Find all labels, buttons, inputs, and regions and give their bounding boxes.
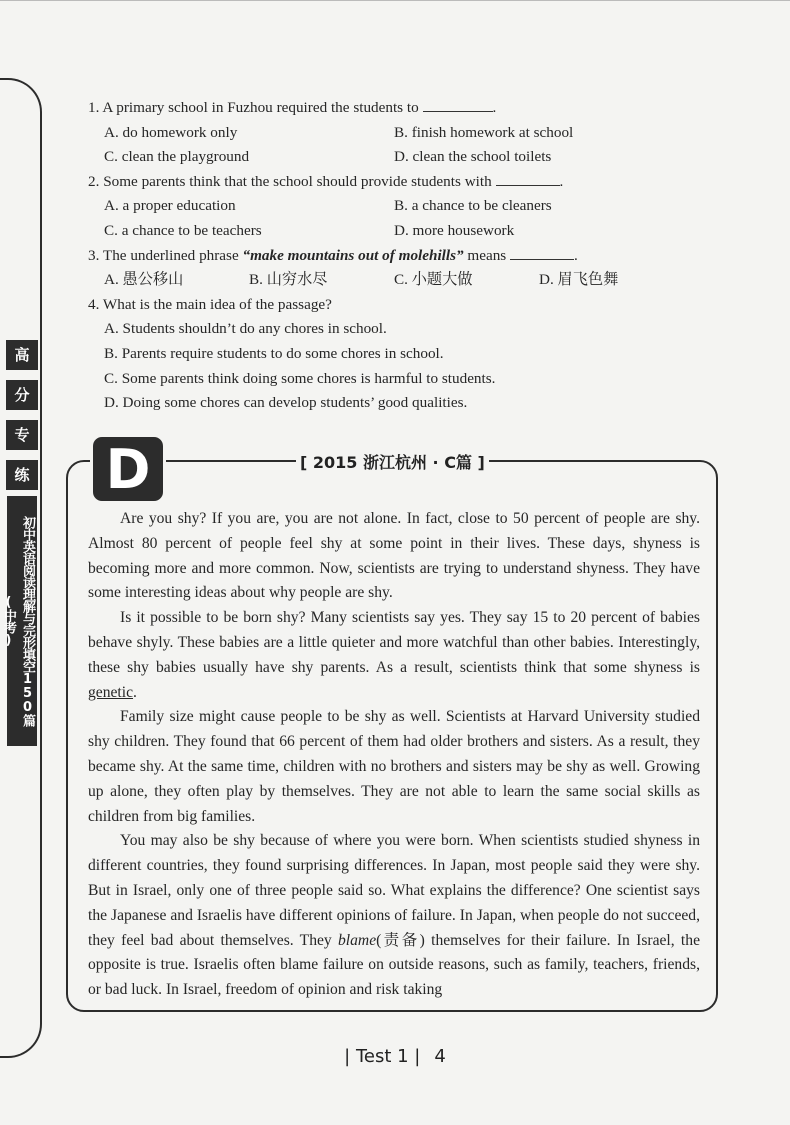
paragraph-3: Family size might cause people to be shy as well. Scientists at Harvard University studied shy children. They found that 66 percent of them had older brothers and sisters. As a result, they became shy. At the same time, children with no brothers and sisters may be shy as well. Growing up alone, they often play by themselves. They are not able to learn the same social skills as children from big families. — [88, 708, 700, 825]
page-edge — [0, 0, 790, 1]
question-stem: 3. The underlined phrase “make mountains out of molehills” means . — [88, 244, 728, 269]
question-list — [88, 96, 728, 416]
option-d: D. 眉飞色舞 — [539, 271, 619, 289]
underlined-word: genetic — [88, 683, 134, 701]
answer-blank — [510, 244, 574, 260]
answer-blank — [496, 170, 560, 186]
paragraph-2: Is it possible to be born shy? Many scientists say yes. They say 15 to 20 percent of babies behave shyly. These babies are a little quieter and more watchful than other babies. Interestingly, these shy babies usually have shy parents. As a result, scientists think that some shyness is genetic. — [88, 609, 700, 701]
spine-tab-zhuan: 专 — [6, 420, 38, 450]
test-label: | Test 1 | — [344, 1046, 421, 1067]
paragraph-1: Are you shy? If you are, you are not alone. In fact, close to 50 percent of people are shy. Almost 80 percent of people feel shy at some point in their lives. These days, shyness is becoming more and more common. Now, scientists are trying to understand shyness. They have some interesting ideas about why people are shy. — [88, 510, 700, 602]
highlighted-phrase: “make mountains out of molehills” — [242, 246, 464, 264]
option-a: A. Students shouldn’t do any chores in school. — [104, 320, 387, 338]
option-c: C. clean the playground — [104, 148, 250, 166]
option-c: C. Some parents think doing some chores is harmful to students. — [104, 369, 496, 387]
option-b: B. finish homework at school — [394, 123, 574, 141]
spine-book-title: 初中英语阅读理解与完形填空150篇(中考) — [7, 496, 37, 746]
question-stem: 1. A primary school in Fuzhou required the students to . — [88, 96, 728, 121]
page-number: 4 — [434, 1046, 446, 1067]
page-footer — [0, 1046, 790, 1067]
question-1 — [88, 96, 728, 170]
option-d: D. clean the school toilets — [394, 148, 552, 166]
spine-tab-gao: 高 — [6, 340, 38, 370]
gloss: (责备) — [376, 931, 425, 949]
option-d: D. more housework — [394, 221, 515, 239]
option-b: B. a chance to be cleaners — [394, 197, 552, 215]
question-stem: 4. What is the main idea of the passage? — [88, 295, 332, 313]
option-b: B. Parents require students to do some chores in school. — [104, 344, 444, 362]
spine-tab-lian: 练 — [6, 460, 38, 490]
section-letter-badge: D — [90, 434, 166, 504]
option-a: A. a proper education — [104, 197, 236, 215]
question-3 — [88, 244, 728, 293]
answer-blank — [423, 96, 493, 112]
option-c: C. a chance to be teachers — [104, 221, 262, 239]
spine-tab-fen: 分 — [6, 380, 38, 410]
option-a: A. 愚公移山 — [104, 271, 184, 289]
option-b: B. 山穷水尽 — [249, 271, 328, 289]
question-2 — [88, 170, 728, 244]
italic-word: blame — [338, 931, 377, 949]
question-4 — [88, 293, 728, 416]
option-c: C. 小题大做 — [394, 271, 473, 289]
source-label: [ 2015 浙江杭州 · C篇 ] — [296, 450, 489, 473]
option-d: D. Doing some chores can develop students’ good qualities. — [104, 394, 468, 412]
question-stem: 2. Some parents think that the school should provide students with . — [88, 170, 728, 195]
reading-passage — [88, 507, 700, 1003]
option-a: A. do homework only — [104, 123, 238, 141]
paragraph-4: You may also be shy because of where you were born. When scientists studied shyness in different countries, they found surprising differences. In Japan, most people said they were shy. But in Israel, only one of three people said so. What explains the difference? One scientist says the Japanese and Israelis have different opinions of failure. In Japan, when people do not succeed, they feel bad about themselves. They blame(责备) themselves for their failure. In Israel, the opposite is true. Israelis often blame failure on outside reasons, such as family, teachers, friends, or bad luck. In Israel, freedom of opinion and risk taking — [88, 832, 700, 999]
